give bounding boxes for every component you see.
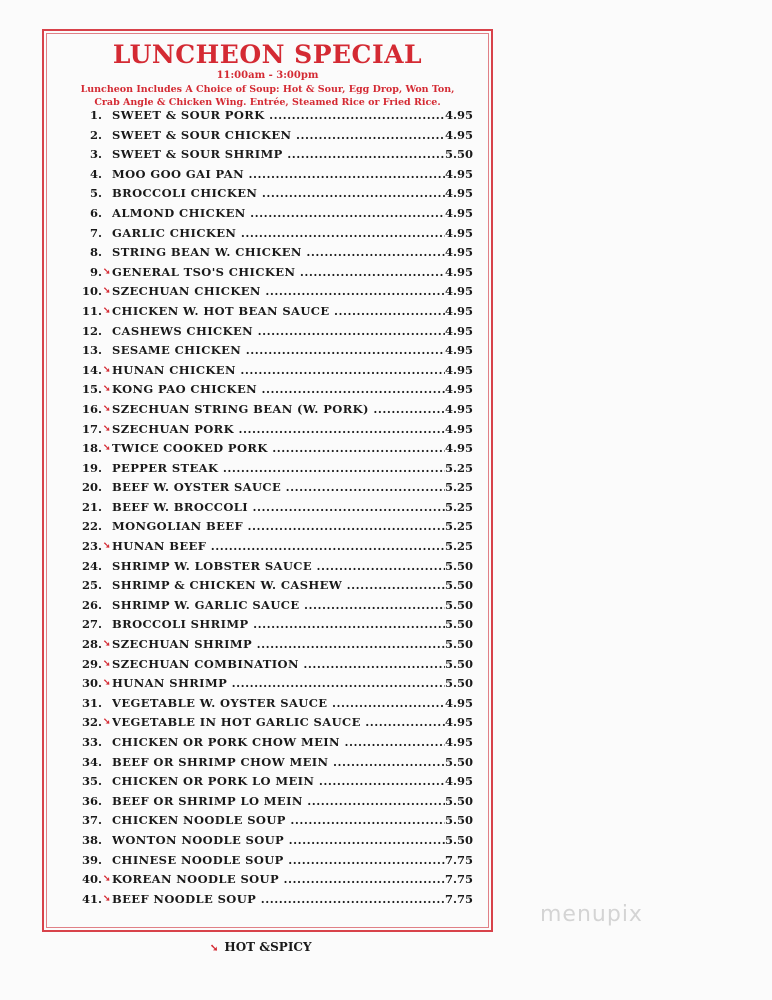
menu-item-price: 4.95 [445, 715, 474, 730]
menu-item [60, 674, 485, 694]
menu-item [60, 106, 485, 126]
menu-item-price: 4.95 [445, 205, 474, 220]
menu-item-number: 1. [89, 108, 102, 122]
menu-item-price: 4.95 [445, 264, 474, 279]
menu-item-number: 19. [81, 460, 102, 475]
menu-item [60, 302, 485, 322]
menu-item [60, 517, 485, 537]
menu-item-name: MONGOLIAN BEEF ..... [112, 517, 445, 537]
menu-item [60, 557, 485, 577]
menu-item-name: KOREAN NOODLE SOUP ..... [112, 870, 445, 890]
menu-item-name: SHRIMP & CHICKEN W. CASHEW ..... [112, 576, 445, 596]
menu-item-number: 5. [89, 186, 102, 201]
menu-item [60, 126, 485, 146]
menu-item [60, 753, 485, 773]
includes-line-1: Luncheon Includes A Choice of Soup: Hot & Sour, Egg Drop, Won Ton, [80, 84, 455, 95]
menu-item [60, 243, 485, 263]
menu-item [60, 851, 485, 871]
menu-item-price: 7.75 [445, 891, 474, 906]
menu-item-number: 3. [89, 147, 102, 162]
menu-item [60, 537, 485, 557]
menu-item-price: 4.95 [445, 166, 474, 181]
menu-item-price: 4.95 [445, 108, 474, 122]
menu-item-name: SHRIMP W. GARLIC SAUCE ..... [112, 596, 445, 616]
menu-item-price: 4.95 [445, 127, 474, 142]
menu-item-price: 4.95 [445, 401, 474, 416]
menu-item-name: VEGETABLE W. OYSTER SAUCE ..... [112, 694, 445, 714]
chili-pepper-icon: ➘ [103, 717, 111, 728]
menu-item [60, 635, 485, 655]
menu-item-price: 7.75 [445, 852, 474, 867]
menu-item-number: 39. [81, 852, 102, 867]
menu-item-number: 23. [81, 539, 102, 554]
menu-item-name: MOO GOO GAI PAN ..... [112, 165, 445, 185]
menu-item-number: 12. [81, 323, 102, 338]
menu-item-price: 5.25 [445, 539, 474, 554]
menu-item-price: 4.95 [445, 695, 474, 710]
menu-item-number: 20. [81, 480, 102, 495]
menu-item-price: 5.25 [445, 499, 474, 514]
menu-item-price: 5.50 [445, 147, 474, 162]
menu-item [60, 439, 485, 459]
menu-item-number: 2. [89, 127, 102, 142]
menu-item-number: 40. [81, 872, 102, 887]
menu-item-number: 41. [81, 891, 102, 906]
menu-item-price: 5.50 [445, 754, 474, 769]
menu-item-price: 4.95 [445, 343, 474, 358]
menu-item-price: 4.95 [445, 735, 474, 749]
menu-item-price: 4.95 [445, 186, 474, 201]
menu-item-number: 15. [81, 382, 102, 397]
menu-item-number: 6. [89, 205, 102, 220]
menu-item-name: SZECHUAN CHICKEN ..... [112, 282, 445, 302]
menu-item-price: 5.50 [445, 793, 474, 808]
menu-item-number: 31. [81, 695, 102, 710]
menu-item-number: 11. [81, 303, 102, 318]
menu-item-price: 4.95 [445, 323, 474, 338]
chili-pepper-icon: ➘ [103, 305, 111, 316]
menu-item-name: CASHEWS CHICKEN ..... [112, 322, 445, 342]
menu-item-number: 7. [89, 225, 102, 240]
menu-item [60, 341, 485, 361]
menu-item [60, 380, 485, 400]
legend [210, 938, 312, 958]
menu-item-number: 17. [81, 421, 102, 436]
menu-item [60, 459, 485, 479]
menu-item-name: BROCCOLI CHICKEN ..... [112, 184, 445, 204]
menu-item-price: 5.50 [445, 617, 474, 632]
chili-pepper-icon: ➘ [103, 658, 111, 669]
menu-item-number: 38. [81, 832, 102, 847]
menu-item [60, 361, 485, 381]
menu-item-price: 4.95 [445, 362, 474, 377]
menu-item-name: HUNAN BEEF ..... [112, 537, 445, 557]
menu-item-number: 36. [81, 793, 102, 808]
menu-item-number: 26. [81, 597, 102, 612]
menu-item-name: SZECHUAN COMBINATION ..... [112, 655, 445, 675]
lunch-hours: 11:00am - 3:00pm [216, 70, 319, 81]
chili-pepper-icon: ➘ [103, 874, 111, 885]
menu-item-number: 14. [81, 362, 102, 377]
menu-item-price: 7.75 [445, 872, 474, 887]
menu-item [60, 478, 485, 498]
menu-item-number: 37. [81, 813, 102, 828]
menu-item-price: 4.95 [445, 303, 474, 318]
menu-item [60, 596, 485, 616]
menu-item-name: SWEET & SOUR CHICKEN ..... [112, 126, 445, 146]
chili-pepper-icon: ➘ [103, 384, 111, 395]
menu-item-price: 4.95 [445, 225, 474, 240]
menu-item [60, 772, 485, 792]
menu-item [60, 282, 485, 302]
chili-pepper-icon: ➘ [103, 639, 111, 650]
menu-item-name: SZECHUAN STRING BEAN (W. PORK) ..... [112, 400, 445, 420]
menu-item [60, 165, 485, 185]
chili-pepper-icon: ➘ [103, 893, 111, 904]
chili-pepper-icon: ➘ [103, 443, 111, 454]
chili-pepper-icon: ➘ [103, 266, 111, 277]
menu-item-number: 9. [89, 264, 102, 279]
menu-item-number: 25. [81, 578, 102, 593]
menu-item-name: SHRIMP W. LOBSTER SAUCE ..... [112, 557, 445, 577]
menu-item-name: CHICKEN OR PORK LO MEIN ..... [112, 772, 445, 792]
page-title: LUNCHEON SPECIAL [112, 40, 423, 69]
menu-item-name: SZECHUAN SHRIMP ..... [112, 635, 445, 655]
menu-list [60, 106, 485, 909]
menu-item-price: 4.95 [445, 421, 474, 436]
menu-item-name: BEEF OR SHRIMP CHOW MEIN ..... [112, 753, 445, 773]
menu-item [60, 400, 485, 420]
menu-item-number: 16. [81, 401, 102, 416]
menu-item-name: CHICKEN NOODLE SOUP ..... [112, 811, 445, 831]
menu-item-name: BROCCOLI SHRIMP ..... [112, 615, 445, 635]
menu-item-name: HUNAN CHICKEN ..... [112, 361, 445, 381]
menu-item-price: 4.95 [445, 441, 474, 456]
menu-item-price: 4.95 [445, 284, 474, 299]
menu-item-price: 5.50 [445, 832, 474, 847]
menu-item [60, 831, 485, 851]
menu-item [60, 322, 485, 342]
chili-pepper-icon: ➘ [103, 403, 111, 414]
menu-item-name: CHINESE NOODLE SOUP ..... [112, 851, 445, 871]
menu-item [60, 870, 485, 890]
menu-item-name: PEPPER STEAK ..... [112, 459, 445, 479]
menu-item-number: 21. [81, 499, 102, 514]
menu-item-price: 5.50 [445, 637, 474, 652]
menu-item-name: SESAME CHICKEN ..... [112, 341, 445, 361]
menu-item-name: STRING BEAN W. CHICKEN ..... [112, 243, 445, 263]
chili-pepper-icon: ➘ [103, 678, 111, 689]
menu-item-price: 4.95 [445, 382, 474, 397]
chili-pepper-icon: ➘ [210, 943, 219, 954]
menu-item [60, 145, 485, 165]
menu-item-name: SWEET & SOUR SHRIMP ..... [112, 145, 445, 165]
menu-item-price: 5.25 [445, 480, 474, 495]
menu-item-price: 5.50 [445, 656, 474, 671]
menu-item-price: 5.50 [445, 597, 474, 612]
menu-item-name: SWEET & SOUR PORK ..... [112, 106, 445, 126]
menu-item [60, 576, 485, 596]
menu-item [60, 811, 485, 831]
menu-item [60, 694, 485, 714]
menu-item-price: 5.50 [445, 813, 474, 828]
menu-item-name: VEGETABLE IN HOT GARLIC SAUCE ..... [112, 713, 445, 733]
menu-item-price: 5.50 [445, 558, 474, 573]
menu-item-number: 32. [81, 715, 102, 730]
menu-item-number: 27. [81, 617, 102, 632]
menu-item [60, 224, 485, 244]
menu-item-name: BEEF W. OYSTER SAUCE ..... [112, 478, 445, 498]
menu-item-number: 18. [81, 441, 102, 456]
chili-pepper-icon: ➘ [103, 541, 111, 552]
menu-item-price: 5.25 [445, 460, 474, 475]
menu-item-name: TWICE COOKED PORK ..... [112, 439, 445, 459]
menu-item-number: 10. [81, 284, 102, 299]
chili-pepper-icon: ➘ [103, 423, 111, 434]
menu-item-number: 33. [81, 735, 102, 749]
menu-item-number: 35. [81, 774, 102, 789]
menu-item [60, 713, 485, 733]
menu-item-name: CHICKEN W. HOT BEAN SAUCE ..... [112, 302, 445, 322]
menu-item-name: GARLIC CHICKEN ..... [112, 224, 445, 244]
includes-line-2: Crab Angle & Chicken Wing. Entrée, Steamed Rice or Fried Rice. [94, 97, 441, 108]
menu-item-name: CHICKEN OR PORK CHOW MEIN ..... [112, 733, 445, 753]
watermark: menupix [540, 902, 643, 927]
menu-item-price: 4.95 [445, 774, 474, 789]
menu-item-number: 34. [81, 754, 102, 769]
menu-item-number: 22. [81, 519, 102, 534]
menu-item-name: KONG PAO CHICKEN ..... [112, 380, 445, 400]
menu-item-price: 5.50 [445, 676, 474, 691]
menu-item-name: BEEF W. BROCCOLI ..... [112, 498, 445, 518]
menu-item-number: 8. [89, 245, 102, 260]
menu-item-name: BEEF OR SHRIMP LO MEIN ..... [112, 792, 445, 812]
menu-item-price: 4.95 [445, 245, 474, 260]
menu-item-number: 30. [81, 676, 102, 691]
menu-item-number: 29. [81, 656, 102, 671]
menu-item [60, 420, 485, 440]
menu-item [60, 655, 485, 675]
menu-item [60, 263, 485, 283]
legend-label: HOT &SPICY [224, 940, 312, 954]
menu-item [60, 733, 485, 753]
menu-item [60, 890, 485, 910]
menu-item-number: 4. [89, 166, 102, 181]
menu-item-name: GENERAL TSO'S CHICKEN ..... [112, 263, 445, 283]
menu-item [60, 615, 485, 635]
menu-item [60, 498, 485, 518]
menu-item [60, 204, 485, 224]
menu-item [60, 184, 485, 204]
menu-item-name: BEEF NOODLE SOUP ..... [112, 890, 445, 910]
menu-item [60, 792, 485, 812]
chili-pepper-icon: ➘ [103, 364, 111, 375]
menu-item-number: 24. [81, 558, 102, 573]
menu-item-name: WONTON NOODLE SOUP ..... [112, 831, 445, 851]
menu-item-price: 5.50 [445, 578, 474, 593]
menu-item-name: ALMOND CHICKEN ..... [112, 204, 445, 224]
menu-item-number: 28. [81, 637, 102, 652]
menu-item-number: 13. [81, 343, 102, 358]
menu-item-price: 5.25 [445, 519, 474, 534]
chili-pepper-icon: ➘ [103, 286, 111, 297]
menu-item-name: SZECHUAN PORK ..... [112, 420, 445, 440]
menu-item-name: HUNAN SHRIMP ..... [112, 674, 445, 694]
